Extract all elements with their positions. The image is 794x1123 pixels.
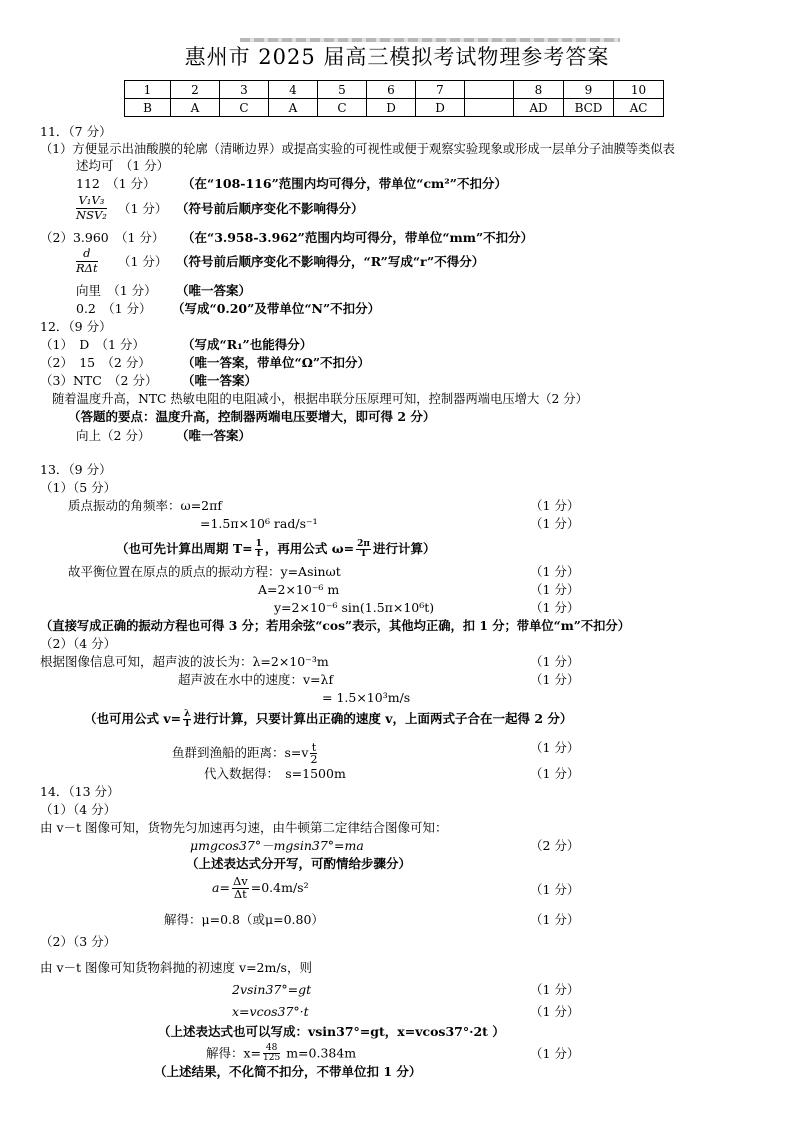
q11-oil-area-note: （在“108-116”范围内均可得分，带单位“cm²”不扣分） [182, 176, 507, 191]
header-decoration [240, 38, 620, 42]
q11-part2-note: （在“3.958-3.962”范围内均可得分，带单位“mm”不扣分） [182, 230, 534, 245]
q11-formula-1-note: （符号前后顺序变化不影响得分） [176, 201, 364, 216]
q11-formula-1-numerator: V₁V₃ [76, 195, 107, 209]
q13-amplitude: A=2×10⁻⁶ m [258, 582, 340, 597]
q14-displacement-denominator: 125 [263, 1053, 281, 1063]
q13-speed-fraction-numerator: λ [184, 709, 191, 719]
answer-table-cell: D [416, 99, 465, 117]
q13-score: （1 分） [530, 600, 580, 615]
answer-table-cell: 8 [514, 81, 564, 99]
q14-score: （1 分） [530, 982, 580, 997]
answer-table-cell: 9 [564, 81, 614, 99]
answer-table-cell [465, 99, 514, 117]
answer-table-cell: 10 [614, 81, 664, 99]
q11-direction-note: （唯一答案） [176, 283, 252, 298]
q13-period-alternative-text-c: 进行计算） [373, 541, 436, 556]
q14-score: （1 分） [530, 912, 580, 927]
q12-header: 12．（9 分） [40, 319, 112, 334]
q14-acceleration-denominator: Δt [233, 886, 247, 901]
q14-score: （1 分） [530, 1004, 580, 1019]
q14-acceleration-prefix: a= [212, 879, 230, 895]
q14-friction-coefficient: 解得：μ=0.8（或μ=0.80） [164, 912, 324, 927]
q13-score: （1 分） [530, 766, 580, 781]
q14-horizontal-equation: x=vcos37°·t [232, 1004, 309, 1019]
q13-score: （1 分） [530, 564, 580, 579]
answer-table-cell: 3 [220, 81, 269, 99]
q13-scoring-note: （直接写成正确的振动方程也可得 3 分；若用余弦“cos”表示，其他均正确，扣 1 分；带单位“m”不扣分） [40, 618, 631, 633]
q14-initial-velocity: 由 v－t 图像可知货物斜抛的初速度 v=2m/s，则 [40, 960, 312, 975]
q12-answer-1: （1） D （1 分） [40, 337, 145, 352]
q14-displacement-fraction [263, 1044, 280, 1063]
q14-part1-header: （1）（4 分） [40, 802, 117, 817]
q13-angular-frequency-value: =1.5π×10⁶ rad/s⁻¹ [200, 516, 318, 531]
q13-distance-result: 代入数据得： s=1500m [204, 766, 346, 781]
q12-explanation: 随着温度升高，NTC 热敏电阻的电阻减小，根据串联分压原理可知，控制器两端电压增大（2 分） [52, 392, 588, 406]
q13-period-alternative [116, 540, 436, 559]
q13-period-fraction-numerator: 1 [255, 539, 262, 549]
q13-fish-distance [172, 742, 319, 765]
answer-table-cell: 4 [269, 81, 318, 99]
q11-part1-text: （1）方便显示出油酸膜的轮廓（清晰边界）或提高实验的可视性或便于观察实验现象或形成一层单分子油膜等类似表 [40, 142, 675, 156]
q12-answer-3-note: （唯一答案） [182, 373, 258, 388]
answer-table-cell: D [367, 99, 416, 117]
q11-formula-2-denominator: RΔt [76, 260, 98, 275]
answer-table-cell: AC [614, 99, 664, 117]
answer-table-cell [465, 81, 514, 99]
q13-speed-fraction-denominator: T [183, 719, 191, 729]
q11-formula-1 [76, 195, 107, 221]
answer-table-cell: AD [514, 99, 564, 117]
q11-formula-2-score: （1 分） [118, 254, 168, 269]
q14-step-note: （上述表达式分开写，可酌情给步骤分） [186, 856, 412, 871]
answer-table-cell: A [269, 99, 318, 117]
q11-header: 11．（7 分） [40, 124, 112, 139]
q14-acceleration-fraction [232, 876, 249, 900]
q12-key-point: （答题的要点：温度升高，控制器两端电压要增大，即可得 2 分） [68, 409, 436, 424]
q13-distance-fraction [310, 742, 317, 765]
answer-table [124, 80, 664, 117]
q13-speed-fraction [183, 710, 191, 729]
answer-table-cell: 1 [125, 81, 171, 99]
q13-period-alternative-text-a: （也可先计算出周期 T= [116, 541, 253, 556]
q12-answer-3: （3）NTC （2 分） [40, 373, 158, 388]
q12-answer-2: （2） 15 （2 分） [40, 355, 151, 370]
answer-table-answer-row [125, 99, 664, 117]
q13-speed-alternative-text-b: 进行计算，只要计算出正确的速度 v，上面两式子合在一起得 2 分） [193, 711, 573, 726]
answer-table-cell: C [220, 99, 269, 117]
q13-score: （1 分） [530, 740, 580, 755]
page-title: 惠州市 2025 届高三模拟考试物理参考答案 [184, 45, 610, 69]
q13-omega-fraction-denominator: T [360, 549, 367, 559]
q14-score: （1 分） [530, 882, 580, 897]
answer-table-cell: 6 [367, 81, 416, 99]
q13-score: （1 分） [530, 654, 580, 669]
q14-result-note: （上述结果，不化简不扣分，不带单位扣 1 分） [154, 1064, 422, 1079]
q13-period-fraction-denominator: f [256, 549, 261, 559]
q14-displacement-value: m=0.384m [282, 1045, 357, 1061]
q13-period-fraction [255, 540, 263, 559]
answer-table-cell: 5 [318, 81, 367, 99]
q12-answer-1-note: （写成“R₁”也能得分） [182, 337, 313, 352]
answer-table-cell: BCD [564, 99, 614, 117]
q14-displacement [206, 1044, 356, 1063]
answer-table-cell: C [318, 99, 367, 117]
q13-period-alternative-text-b: ，再用公式 ω= [264, 541, 355, 556]
q11-formula-2-note: （符号前后顺序变化不影响得分，“R”写成“r”不得分） [176, 254, 485, 269]
answer-table-cell: B [125, 99, 171, 117]
q14-score: （2 分） [530, 838, 580, 853]
q11-force: 0.2 （1 分） [76, 301, 152, 316]
q11-force-note: （写成“0.20”及带单位“N”不扣分） [172, 301, 381, 316]
q12-answer-4-note: （唯一答案） [176, 428, 252, 443]
q11-formula-1-denominator: NSV₂ [76, 207, 107, 222]
q13-fish-distance-text: 鱼群到渔船的距离：s=v [172, 745, 309, 760]
q11-part1-text-cont: 述均可 （1 分） [76, 158, 170, 173]
q12-answer-4: 向上（2 分） [76, 428, 151, 443]
q14-alternative-expression: （上述表达式也可以写成：vsin37°=gt，x=vcos37°·2t ） [158, 1024, 505, 1039]
q13-score: （1 分） [530, 582, 580, 597]
q13-speed-alternative [84, 710, 572, 729]
q14-part2-header: （2）（3 分） [40, 934, 117, 949]
q13-angular-frequency: 质点振动的角频率：ω=2πf [68, 498, 222, 513]
q14-acceleration-numerator: Δv [232, 874, 248, 888]
q11-direction: 向里 （1 分） [76, 283, 157, 298]
q14-acceleration-value: =0.4m/s² [250, 879, 309, 895]
q14-analysis: 由 v－t 图像可知，货物先匀加速再匀速，由牛顿第二定律结合图像可知： [40, 820, 448, 835]
q11-formula-2-numerator: d [76, 248, 98, 262]
q14-header: 14．（13 分） [40, 784, 120, 799]
q11-formula-2 [76, 248, 98, 274]
q13-wave-speed: 超声波在水中的速度：v=λf [178, 672, 334, 687]
q13-wave-speed-value: = 1.5×10³m/s [322, 690, 411, 705]
q12-answer-2-note: （唯一答案，带单位“Ω”不扣分） [182, 355, 371, 370]
q13-displacement-equation: y=2×10⁻⁶ sin(1.5π×10⁶t) [274, 600, 435, 615]
q13-distance-fraction-numerator: t [311, 741, 317, 754]
q13-speed-alternative-text-a: （也可用公式 v= [84, 711, 182, 726]
q14-acceleration [212, 876, 309, 900]
scan-edge-fade [440, 1068, 794, 1123]
q13-score: （1 分） [530, 516, 580, 531]
q11-part2: （2）3.960 （1 分） [40, 230, 165, 245]
q11-oil-area: 112 （1 分） [76, 176, 156, 191]
q13-part2-header: （2）（4 分） [40, 636, 117, 651]
q13-distance-fraction-denominator: 2 [310, 753, 318, 766]
answer-table-cell: A [171, 99, 220, 117]
answer-table-number-row [125, 81, 664, 99]
q13-part1-header: （1）（5 分） [40, 480, 117, 495]
q14-vertical-equation: 2vsin37°=gt [232, 982, 312, 997]
q14-displacement-numerator: 48 [263, 1044, 280, 1054]
q14-score: （1 分） [530, 1046, 580, 1061]
q14-newton-equation: μmgcos37°－mgsin37°=ma [190, 838, 364, 853]
q13-score: （1 分） [530, 498, 580, 513]
q13-omega-fraction [356, 540, 371, 559]
q13-vibration-equation: 故平衡位置在原点的质点的振动方程：y=Asinωt [68, 564, 341, 579]
q13-score: （1 分） [530, 672, 580, 687]
answer-table-cell: 2 [171, 81, 220, 99]
q13-omega-fraction-numerator: 2π [357, 539, 370, 549]
q14-displacement-prefix: 解得：x= [206, 1045, 262, 1061]
q11-formula-1-score: （1 分） [118, 201, 168, 216]
answer-table-cell: 7 [416, 81, 465, 99]
q13-header: 13．（9 分） [40, 462, 112, 477]
q13-wavelength: 根据图像信息可知，超声波的波长为：λ=2×10⁻³m [40, 654, 329, 669]
